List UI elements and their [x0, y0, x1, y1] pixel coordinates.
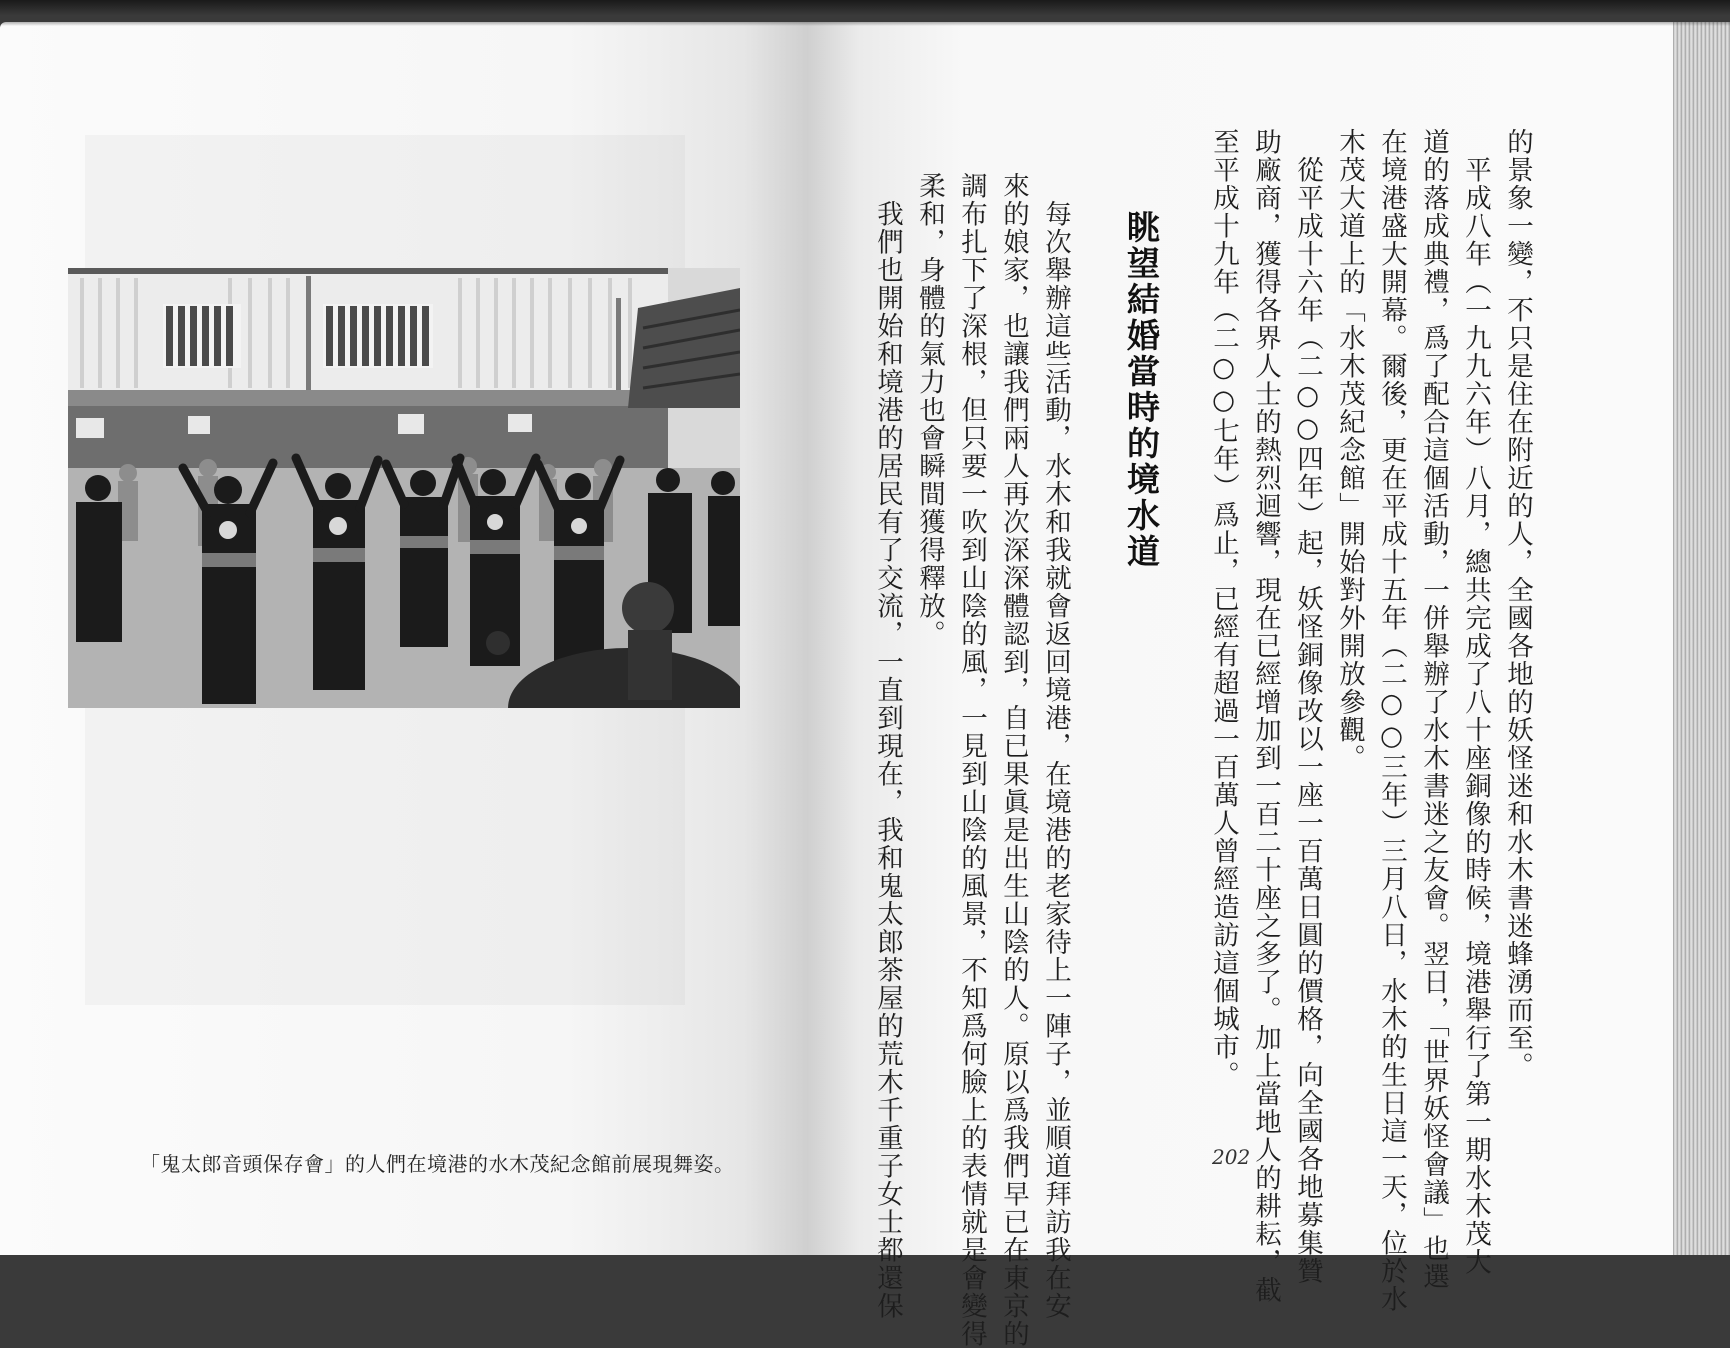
text-column-8: 至平成十九年（二○○七年）爲止，已經有超過一百萬人曾經造訪這個城市。	[1208, 128, 1239, 1089]
text-column-6: 從平成十六年（二○○四年）起，妖怪銅像改以一座一百萬日圓的價格，向全國各地募集贊	[1292, 128, 1323, 1285]
text-column-4: 在境港盛大開幕。爾後，更在平成十五年（二○○三年）三月八日，水木的生日這一天，位於水	[1376, 128, 1407, 1313]
text-column-9: 每次舉辦這些活動，水木和我就會返回境港，在境港的老家待上一陣子，並順道拜訪我在安	[1040, 172, 1071, 1320]
photo-caption: 「鬼太郎音頭保存會」的人們在境港的水木茂紀念館前展現舞姿。	[140, 1152, 735, 1176]
page-number: 202	[1212, 1145, 1251, 1169]
photo-illustration	[68, 268, 740, 708]
text-column-7: 助廠商，獲得各界人士的熱烈迴響，現在已經增加到一百二十座之多了。加上當地人的耕耘，截	[1250, 128, 1281, 1304]
scan-shadow	[0, 0, 1730, 26]
text-column-12: 柔和，身體的氣力也會瞬間獲得釋放。	[914, 172, 945, 648]
text-column-10: 來的娘家，也讓我們兩人再次深深體認到，自已果眞是出生山陰的人。原以爲我們早已在東京的	[998, 172, 1029, 1348]
text-column-11: 調布扎下了深根，但只要一吹到山陰的風，一見到山陰的風景，不知爲何臉上的表情就是會變得	[956, 172, 987, 1348]
text-column-13: 我們也開始和境港的居民有了交流，一直到現在，我和鬼太郎茶屋的荒木千重子女士都還保	[872, 172, 903, 1320]
page-edges	[1673, 22, 1730, 1255]
section-heading: 眺望結婚當時的境水道	[1122, 210, 1161, 570]
dance-photo	[68, 268, 740, 708]
text-column-5: 木茂大道上的「水木茂紀念館」開始對外開放參觀。	[1334, 128, 1365, 772]
text-column-1: 的景象一變，不只是住在附近的人，全國各地的妖怪迷和水木書迷蜂湧而至。	[1502, 128, 1533, 1080]
text-column-2: 平成八年（一九九六年）八月，總共完成了八十座銅像的時候，境港舉行了第一期水木茂大	[1460, 128, 1491, 1276]
text-column-3: 道的落成典禮，爲了配合這個活動，一併舉辦了水木書迷之友會。翌日，「世界妖怪會議」也選	[1418, 128, 1449, 1291]
